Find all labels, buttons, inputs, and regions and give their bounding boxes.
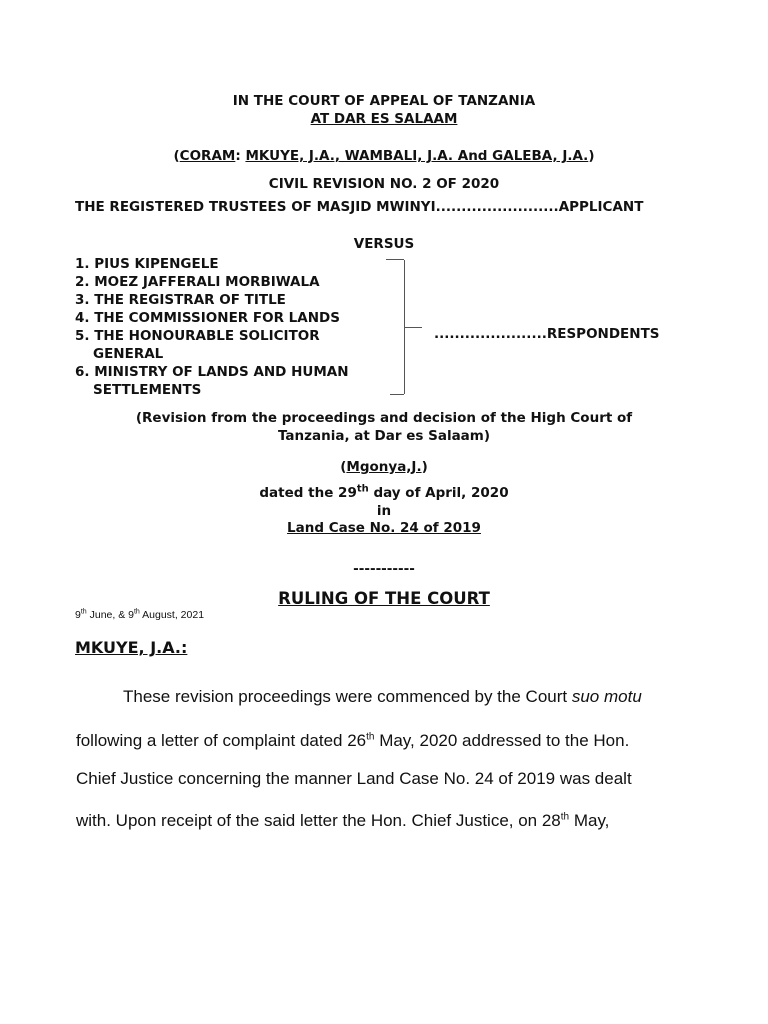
respondent-item: GENERAL <box>93 346 164 362</box>
respondent-item: 1. PIUS KIPENGELE <box>75 256 219 272</box>
respondent-item: 3. THE REGISTRAR OF TITLE <box>75 292 286 308</box>
bracket-bottom <box>390 394 404 395</box>
revision-from-line2: Tanzania, at Dar es Salaam) <box>277 428 491 444</box>
coram-judges: MKUYE, J.A., WAMBALI, J.A. And GALEBA, J.A. <box>245 148 589 164</box>
separator: ----------- <box>353 561 415 577</box>
case-number: CIVIL REVISION NO. 2 OF 2020 <box>268 176 500 192</box>
bracket-top <box>386 259 404 260</box>
applicant-dots: ........................ <box>435 199 559 215</box>
respondents-role: RESPONDENTS <box>546 326 660 342</box>
respondent-item: 5. THE HONOURABLE SOLICITOR <box>75 328 320 344</box>
in-label: in <box>376 503 392 519</box>
body-line-4: with. Upon receipt of the said letter the Hon. Chief Justice, on 28th May, <box>76 811 610 830</box>
coram-line: (CORAM: MKUYE, J.A., WAMBALI, J.A. And GALEBA, J.A.) <box>173 148 595 164</box>
applicant-role: APPLICANT <box>558 199 644 215</box>
body-line-2: following a letter of complaint dated 26th May, 2020 addressed to the Hon. <box>76 731 630 750</box>
respondent-item: 4. THE COMMISSIONER FOR LANDS <box>75 310 340 326</box>
versus-label: VERSUS <box>353 236 415 252</box>
bracket-middle <box>404 327 422 328</box>
coram-label: CORAM <box>179 148 236 164</box>
dated-line: dated the 29th day of April, 2020 <box>259 483 509 501</box>
respondent-item: 2. MOEZ JAFFERALI MORBIWALA <box>75 274 320 290</box>
trial-judge: Mgonya,J. <box>346 459 422 475</box>
respondents-list <box>75 255 349 399</box>
hearing-dates: 9th June, & 9th August, 2021 <box>75 608 205 621</box>
respondents-role-line <box>434 326 660 342</box>
respondents-dots: ...................... <box>434 326 547 342</box>
court-location: AT DAR ES SALAAM <box>310 111 458 127</box>
revision-from-line1: (Revision from the proceedings and decision of the High Court of <box>135 410 633 426</box>
respondent-item: SETTLEMENTS <box>93 382 202 398</box>
applicant-name: THE REGISTERED TRUSTEES OF MASJID MWINYI <box>75 199 436 215</box>
land-case: Land Case No. 24 of 2019 <box>287 520 481 536</box>
applicant-line <box>75 199 643 215</box>
body-line-1: These revision proceedings were commenced by the Court suo motu <box>123 687 642 706</box>
judge-line: (Mgonya,J.) <box>340 459 428 475</box>
body-line-3: Chief Justice concerning the manner Land Case No. 24 of 2019 was dealt <box>76 769 632 788</box>
respondent-item: 6. MINISTRY OF LANDS AND HUMAN <box>75 364 349 380</box>
court-name: IN THE COURT OF APPEAL OF TANZANIA <box>232 93 536 109</box>
author-label: MKUYE, J.A.: <box>75 638 188 657</box>
ruling-title: RULING OF THE COURT <box>278 589 490 608</box>
